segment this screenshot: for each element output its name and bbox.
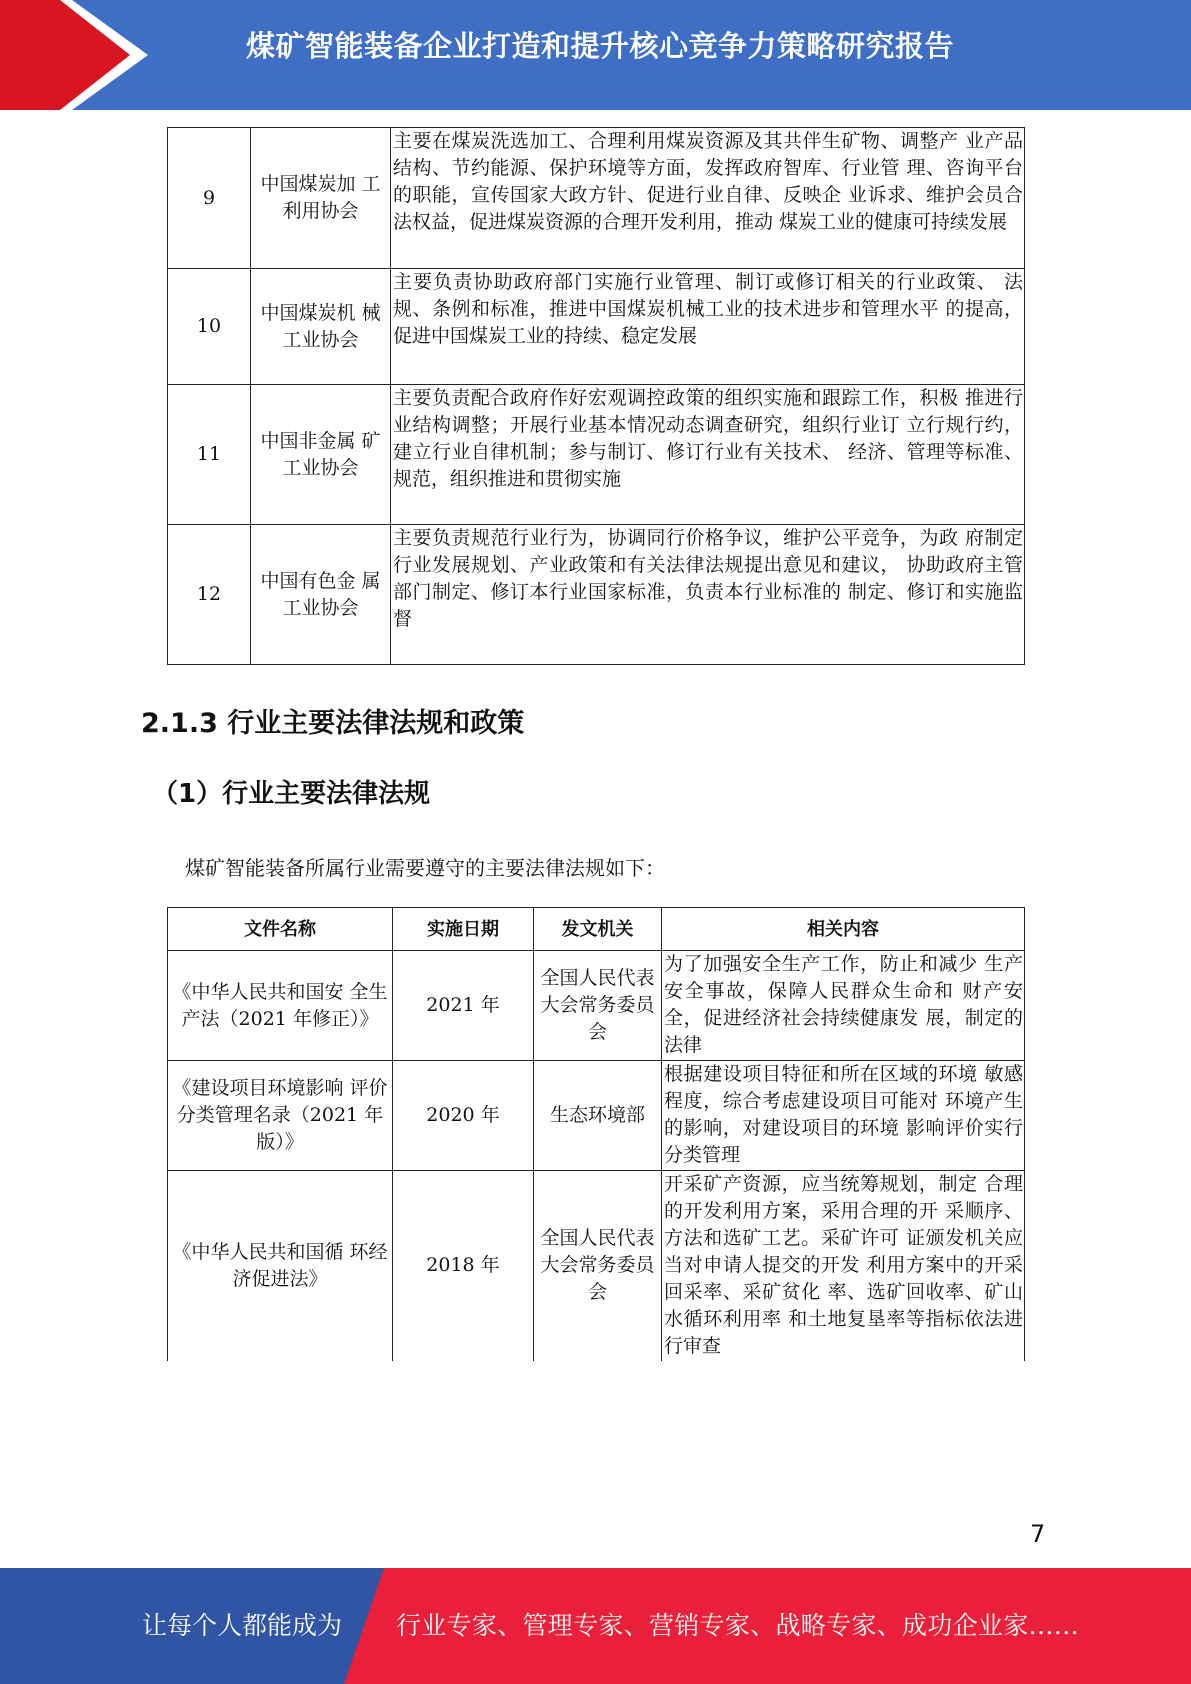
page-number: 7 [1030,1520,1046,1548]
association-name: 中国煤炭加 工利用协会 [251,128,391,269]
row-number: 12 [168,525,251,665]
table-row [168,951,1025,1061]
association-name: 中国煤炭机 械工业协会 [251,269,391,385]
column-header: 发文机关 [534,908,662,951]
law-issuer: 全国人民代表大会常务委员会 [534,1171,662,1361]
column-header: 实施日期 [393,908,534,951]
association-description: 主要负责规范行业行为，协调同行价格争议，维护公平竞争，为政 府制定行业发展规划、产业政策和有关法律法规提出意见和建议， 协助政府主管部门制定、修订本行业国家标准，负责本行业标准的 制定、修订和实施监督 [391,525,1025,665]
page-header [0,0,1191,110]
table-row [168,385,1025,525]
law-issuer: 全国人民代表大会常务委员会 [534,951,662,1061]
footer-slogan-left: 让每个人都能成为 [142,1611,343,1640]
association-description: 主要在煤炭洗选加工、合理利用煤炭资源及其共伴生矿物、调整产 业产品结构、节约能源、保护环境等方面，发挥政府智库、行业管 理、咨询平台的职能，宣传国家大政方针、促进行业自律、反映企 业诉求、维护会员合法权益，促进煤炭资源的合理开发利用，推动 煤炭工业的健康可持续发展 [391,128,1025,269]
law-name: 《建设项目环境影响 评价分类管理名录（2021 年版）》 [168,1061,393,1171]
row-number: 11 [168,385,251,525]
intro-paragraph: 煤矿智能装备所属行业需要遵守的主要法律法规如下： [185,856,665,880]
association-name: 中国有色金 属工业协会 [251,525,391,665]
laws-table [167,907,1025,1361]
table-row [168,1061,1025,1171]
table-row [168,1171,1025,1361]
table-row [168,128,1025,269]
subsection-heading: （1）行业主要法律法规 [152,779,431,809]
law-content: 开采矿产资源，应当统筹规划，制定 合理的开发利用方案，采用合理的开 采顺序、方法和选矿工艺。采矿许可 证颁发机关应当对申请人提交的开发 利用方案中的开采回采率、采矿贫化 率、选矿回收率、矿山水循环利用率 和土地复垦率等指标依法进行审查 [662,1171,1025,1361]
law-date: 2021 年 [393,951,534,1061]
association-description: 主要负责配合政府作好宏观调控政策的组织实施和跟踪工作，积极 推进行业结构调整；开展行业基本情况动态调查研究，组织行业订 立行规行约，建立行业自律机制；参与制订、修订行业有关技术、 经济、管理等标准、规范，组织推进和贯彻实施 [391,385,1025,525]
law-name: 《中华人民共和国循 环经济促进法》 [168,1171,393,1361]
law-name: 《中华人民共和国安 全生产法（2021 年修正）》 [168,951,393,1061]
law-content: 根据建设项目特征和所在区域的环境 敏感程度，综合考虑建设项目可能对 环境产生的影响，对建设项目的环境 影响评价实行分类管理 [662,1061,1025,1171]
table-header-row [168,908,1025,951]
table-row [168,269,1025,385]
law-content: 为了加强安全生产工作，防止和减少 生产安全事故，保障人民群众生命和 财产安全，促进经济社会持续健康发 展，制定的法律 [662,951,1025,1061]
associations-table [167,127,1025,665]
table-row [168,525,1025,665]
report-title: 煤矿智能装备企业打造和提升核心竞争力策略研究报告 [246,29,955,63]
association-description: 主要负责协助政府部门实施行业管理、制订或修订相关的行业政策、 法规、条例和标准，推进中国煤炭机械工业的技术进步和管理水平 的提高，促进中国煤炭工业的持续、稳定发展 [391,269,1025,385]
row-number: 10 [168,269,251,385]
header-arrow-decoration [0,0,150,110]
law-date: 2020 年 [393,1061,534,1171]
row-number: 9 [168,128,251,269]
section-heading: 2.1.3 行业主要法律法规和政策 [141,708,525,739]
law-issuer: 生态环境部 [534,1061,662,1171]
association-name: 中国非金属 矿工业协会 [251,385,391,525]
law-date: 2018 年 [393,1171,534,1361]
page-footer [0,1568,1191,1684]
column-header: 相关内容 [662,908,1025,951]
footer-slogan-right: 行业专家、管理专家、营销专家、战略专家、成功企业家…… [396,1611,1080,1640]
column-header: 文件名称 [168,908,393,951]
